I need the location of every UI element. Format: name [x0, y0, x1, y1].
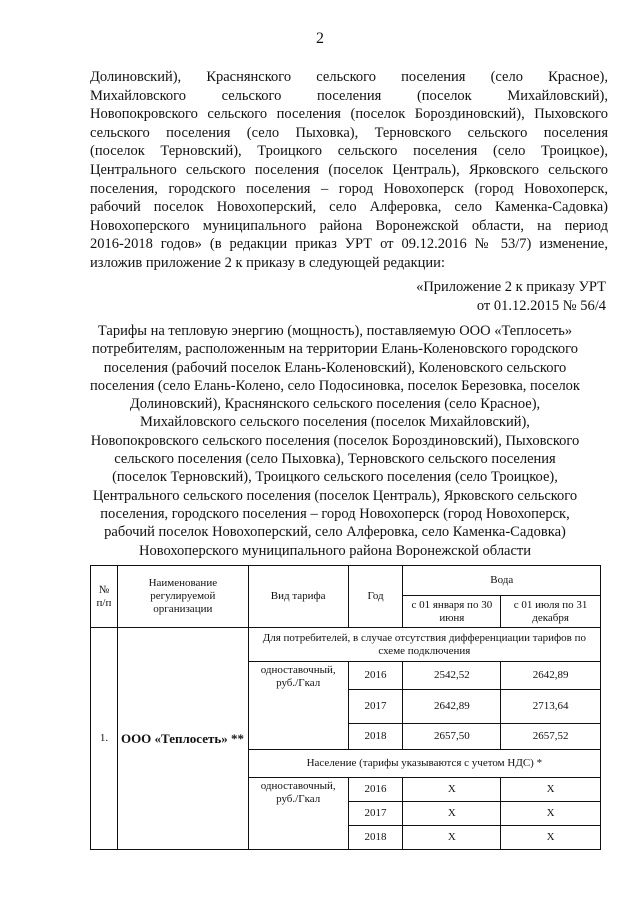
value-cell: 2713,64: [501, 690, 601, 724]
tariff-table: [90, 565, 601, 850]
body-line: сельского поселения (село Пыховка), Терновского сельского поселения: [90, 124, 608, 141]
value-cell: 2642,89: [403, 690, 501, 724]
title-line: Центрального сельского поселения (поселок Централь), Ярковского сельского: [92, 487, 578, 504]
title-line: потребителям, расположенным на территории Елань-Коленовского городского: [91, 341, 579, 358]
header-org: Наименование регулируемой организации: [117, 566, 248, 628]
document-title: [60, 322, 610, 560]
value-cell: 2642,89: [501, 662, 601, 690]
body-line: рабочий поселок Новохоперский, село Алферовка, село Каменка-Садовка): [90, 199, 608, 216]
header-tariff-type: Вид тарифа: [248, 566, 348, 628]
value-cell: Х: [403, 826, 501, 850]
body-line: Михайловского сельского поселения (поселок Михайловский),: [90, 87, 608, 104]
title-line: поселения, городского поселения – город Новохоперск (город Новохоперск,: [100, 505, 570, 522]
title-line: рабочий поселок Новохоперский, село Алферовка, село Каменка-Садовка): [104, 524, 566, 541]
body-paragraph: [90, 68, 608, 273]
title-line: Долиновский), Краснянского сельского поселения (село Красное),: [129, 396, 541, 413]
organization-name: ООО «Теплосеть» **: [117, 628, 248, 850]
body-line: поселения, городского поселения – город Новохоперск (город Новохоперск,: [90, 180, 608, 197]
year-cell: 2016: [348, 662, 403, 690]
title-line: Новопокровского сельского поселения (поселок Бороздиновский), Пыховского: [90, 432, 580, 449]
header-period-2: с 01 июля по 31 декабря: [501, 596, 601, 628]
title-line: (поселок Терновский), Троицкого сельского поселения (село Троицкое),: [112, 469, 558, 486]
value-cell: 2657,50: [403, 724, 501, 750]
value-cell: Х: [501, 826, 601, 850]
title-line: поселения (село Елань-Колено, село Подосиновка, поселок Березовка, поселок: [90, 377, 580, 394]
row-number: 1.: [91, 628, 118, 850]
body-line: изложив приложение 2 к приказу в следующей редакции:: [90, 254, 445, 271]
body-line: Долиновский), Краснянского сельского поселения (село Красное),: [90, 69, 608, 85]
title-line: поселения (рабочий поселок Елань-Коленовский), Коленовского сельского: [103, 359, 567, 376]
page-number: 2: [316, 30, 324, 47]
body-line: Новопокровского сельского поселения (поселок Бороздиновский), Пыховского: [90, 106, 608, 123]
tariff-type: одноставочный, руб./Гкал: [248, 778, 348, 850]
body-line: (поселок Терновский), Троицкого сельского поселения (село Троицкое),: [90, 143, 608, 160]
value-cell: Х: [403, 778, 501, 802]
title-line: Михайловского сельского поселения (поселок Михайловский),: [140, 414, 530, 431]
year-cell: 2018: [348, 724, 403, 750]
body-line: Новохоперского муниципального района Воронежской области, на период: [90, 217, 608, 234]
year-cell: 2016: [348, 778, 403, 802]
value-cell: Х: [501, 802, 601, 826]
approval-line: от 01.12.2015 № 56/4: [476, 297, 606, 314]
value-cell: Х: [501, 778, 601, 802]
header-water: Вода: [403, 566, 601, 596]
value-cell: 2542,52: [403, 662, 501, 690]
section-title: Население (тарифы указываются с учетом НДС) *: [248, 750, 600, 778]
year-cell: 2018: [348, 826, 403, 850]
header-num: № п/п: [91, 566, 118, 628]
approval-line: «Приложение 2 к приказу УРТ: [416, 279, 606, 295]
title-line: Тарифы на тепловую энергию (мощность), поставляемую ООО «Теплосеть»: [97, 323, 573, 339]
value-cell: 2657,52: [501, 724, 601, 750]
body-line: Центрального сельского поселения (поселок Централь), Ярковского сельского: [90, 161, 608, 178]
value-cell: Х: [403, 802, 501, 826]
title-line: сельского поселения (село Пыховка), Терновского сельского поселения: [114, 451, 556, 468]
approval-note: [416, 278, 606, 315]
header-year: Год: [348, 566, 403, 628]
year-cell: 2017: [348, 802, 403, 826]
title-line: Новохоперского муниципального района Воронежской области: [138, 542, 532, 559]
body-line: 2016-2018 годов» (в редакции приказ УРТ от 09.12.2016 № 53/7) изменение,: [90, 236, 608, 253]
tariff-type: одноставочный, руб./Гкал: [248, 662, 348, 750]
header-period-1: с 01 января по 30 июня: [403, 596, 501, 628]
year-cell: 2017: [348, 690, 403, 724]
section-title: Для потребителей, в случае отсутствия дифференциации тарифов по схеме подключения: [248, 628, 600, 662]
